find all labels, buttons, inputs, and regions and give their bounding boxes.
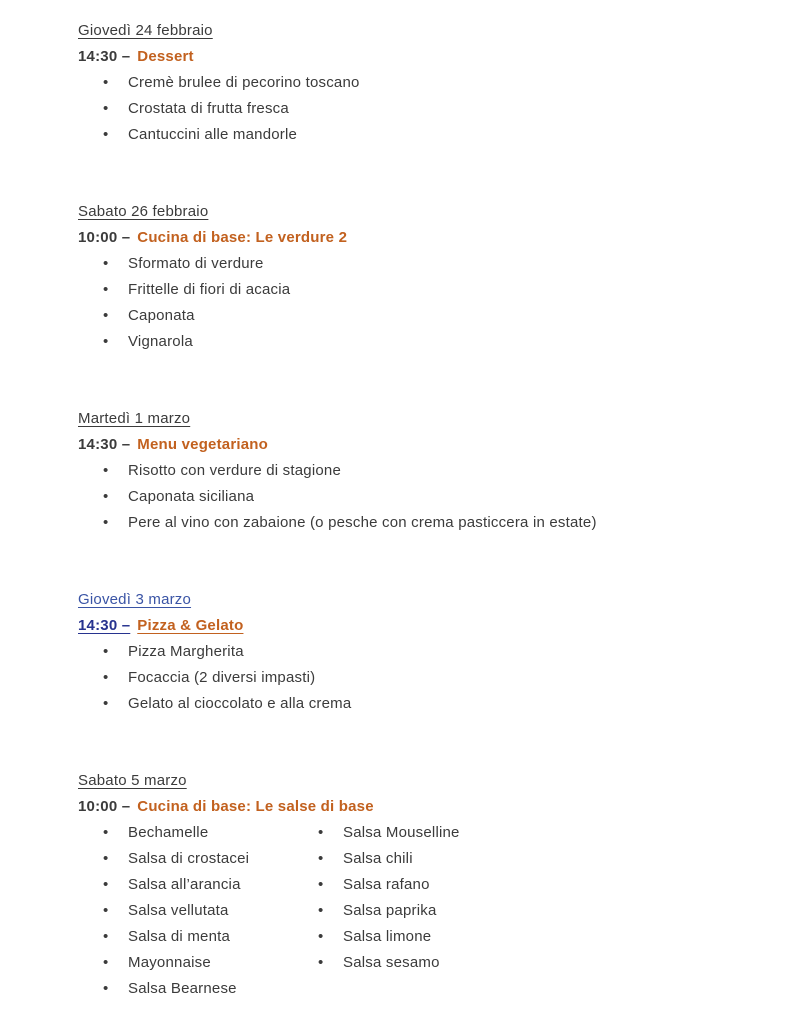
menu-item: • Salsa vellutata xyxy=(78,898,293,924)
session-sabato-26-febbraio xyxy=(78,199,769,355)
session-date-row xyxy=(78,406,769,432)
session-date: Sabato 26 febbraio xyxy=(78,203,209,220)
menu-list xyxy=(78,639,769,717)
menu-item: • Cremè brulee di pecorino toscano xyxy=(78,70,769,96)
session-date-row xyxy=(78,199,769,225)
menu-item: • Salsa di menta xyxy=(78,924,293,950)
menu-list xyxy=(78,70,769,148)
session-title: Cucina di base: Le salse di base xyxy=(137,798,374,815)
menu-item: • Crostata di frutta fresca xyxy=(78,96,769,122)
menu-item: • Salsa Bearnese xyxy=(78,976,293,1002)
menu-item: • Salsa chili xyxy=(293,846,460,872)
session-date: Sabato 5 marzo xyxy=(78,772,187,789)
session-date-row xyxy=(78,587,769,613)
menu-item: • Mayonnaise xyxy=(78,950,293,976)
menu-item: • Salsa sesamo xyxy=(293,950,460,976)
menu-item: • Caponata siciliana xyxy=(78,484,769,510)
session-heading xyxy=(78,432,769,458)
session-date: Martedì 1 marzo xyxy=(78,410,191,427)
menu-list-right xyxy=(293,820,460,1002)
menu-item: • Cantuccini alle mandorle xyxy=(78,122,769,148)
session-time: 10:00 – xyxy=(78,229,131,246)
session-heading xyxy=(78,225,769,251)
menu-item: • Sformato di verdure xyxy=(78,251,769,277)
menu-list xyxy=(78,251,769,355)
menu-item: • Salsa rafano xyxy=(293,872,460,898)
session-giovedi-3-marzo xyxy=(78,587,769,717)
session-heading xyxy=(78,613,769,639)
menu-item: • Focaccia (2 diversi impasti) xyxy=(78,665,769,691)
menu-item: • Frittelle di fiori di acacia xyxy=(78,277,769,303)
menu-item: • Salsa paprika xyxy=(293,898,460,924)
session-title: Menu vegetariano xyxy=(137,436,269,453)
menu-item: • Salsa di crostacei xyxy=(78,846,293,872)
menu-item: • Vignarola xyxy=(78,329,769,355)
session-heading xyxy=(78,44,769,70)
menu-item: • Pere al vino con zabaione (o pesche con crema pasticcera in estate) xyxy=(78,510,769,536)
menu-item: • Salsa Mouselline xyxy=(293,820,460,846)
session-heading xyxy=(78,794,769,820)
menu-list xyxy=(78,458,769,536)
session-date-row xyxy=(78,18,769,44)
session-title-link[interactable]: Pizza & Gelato xyxy=(137,617,244,634)
session-date: Giovedì 24 febbraio xyxy=(78,22,213,39)
menu-columns xyxy=(78,820,769,1002)
session-time: 14:30 – xyxy=(78,436,131,453)
session-time: 10:00 – xyxy=(78,798,131,815)
session-sabato-5-marzo xyxy=(78,768,769,1002)
session-martedi-1-marzo xyxy=(78,406,769,536)
menu-item: • Risotto con verdure di stagione xyxy=(78,458,769,484)
session-date-row xyxy=(78,768,769,794)
menu-item: • Gelato al cioccolato e alla crema xyxy=(78,691,769,717)
session-title: Cucina di base: Le verdure 2 xyxy=(137,229,348,246)
session-time: 14:30 – xyxy=(78,48,131,65)
menu-item: • Salsa limone xyxy=(293,924,460,950)
session-title: Dessert xyxy=(137,48,194,65)
menu-item: • Salsa all’arancia xyxy=(78,872,293,898)
session-date-link[interactable]: Giovedì 3 marzo xyxy=(78,591,192,608)
menu-item: • Bechamelle xyxy=(78,820,293,846)
menu-item: • Caponata xyxy=(78,303,769,329)
menu-list-left xyxy=(78,820,293,1002)
menu-item: • Pizza Margherita xyxy=(78,639,769,665)
session-time-link[interactable]: 14:30 – xyxy=(78,617,131,634)
session-giovedi-24-febbraio xyxy=(78,18,769,148)
